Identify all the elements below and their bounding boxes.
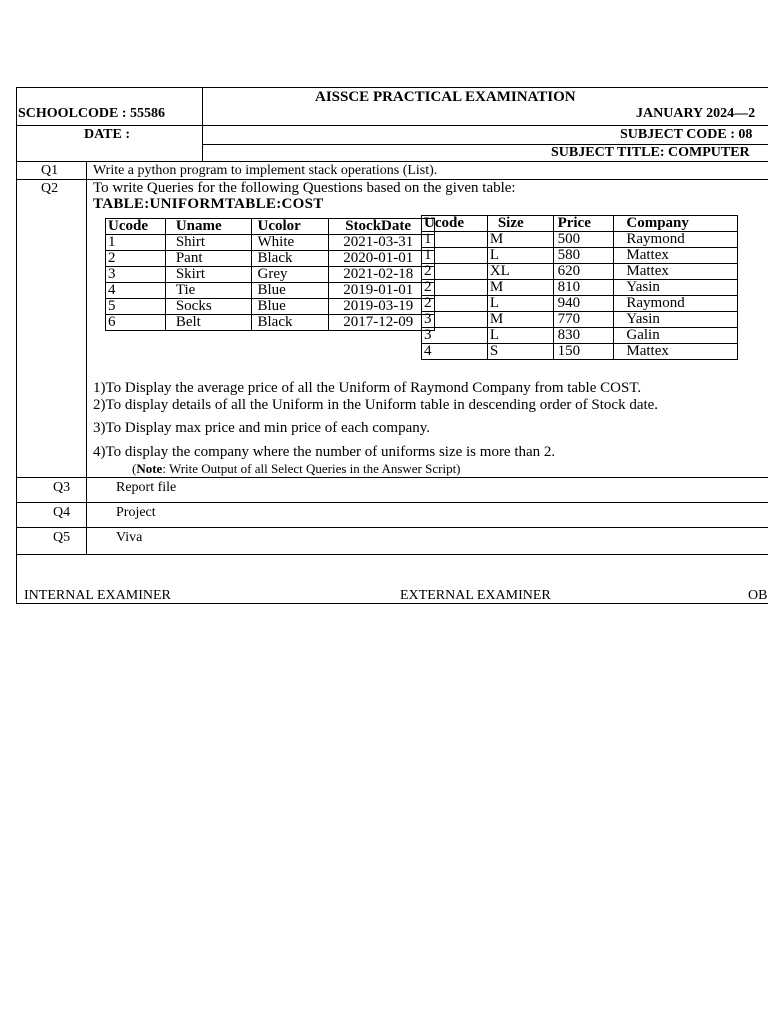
cost-table <box>421 215 738 360</box>
question-number-q2: Q2 <box>41 181 59 196</box>
table-row <box>422 248 738 264</box>
table-cell: 810 <box>553 280 614 296</box>
subject-code: SUBJECT CODE : 08 <box>620 127 753 142</box>
column-header: Price <box>553 216 614 232</box>
question-text-q2: To write Queries for the following Questions based on the given table: <box>93 180 516 196</box>
table-cell: 2017-12-09 <box>329 315 435 331</box>
table-cell: 5 <box>106 299 166 315</box>
rule-question-number-divider <box>86 161 87 555</box>
table-cell: L <box>487 248 553 264</box>
column-header: Ucode <box>106 219 166 235</box>
table-cell: 830 <box>553 328 614 344</box>
table-row <box>106 235 435 251</box>
table-cell: 2021-03-31 <box>329 235 435 251</box>
table-header-row <box>106 219 435 235</box>
table-row <box>106 267 435 283</box>
table-cell: Socks <box>165 299 251 315</box>
question-text-q1: Write a python program to implement stack operations (List). <box>93 163 438 178</box>
table-row <box>422 312 738 328</box>
rule-header-divider <box>202 88 203 162</box>
query-1: 1)To Display the average price of all the Uniform of Raymond Company from table COST. <box>93 380 642 396</box>
table-cell: Mattex <box>614 344 738 360</box>
table-cell: S <box>487 344 553 360</box>
query-2: 2)To display details of all the Uniform in the Uniform table in descending order of Stock date. <box>93 397 659 413</box>
rule-school-bottom <box>17 125 202 126</box>
table-cell: M <box>487 232 553 248</box>
table-cell: 2 <box>422 264 488 280</box>
table-row <box>422 344 738 360</box>
table-cell: Blue <box>251 283 329 299</box>
table-cell: 770 <box>553 312 614 328</box>
column-header: Ucolor <box>251 219 329 235</box>
table-cell: L <box>487 296 553 312</box>
rule-header-bottom <box>17 161 768 162</box>
table-cell: 580 <box>553 248 614 264</box>
table-cell: Tie <box>165 283 251 299</box>
table-cell: Yasin <box>614 312 738 328</box>
uniform-table <box>105 218 435 331</box>
question-number-q5: Q5 <box>53 530 71 545</box>
question-text-q3: Report file <box>116 480 177 495</box>
question-text-q4: Project <box>116 505 156 520</box>
table-cell: Yasin <box>614 280 738 296</box>
question-text-q5: Viva <box>116 530 143 545</box>
question-number-q3: Q3 <box>53 480 71 495</box>
date-label: DATE : <box>84 127 131 142</box>
internal-examiner-label: INTERNAL EXAMINER <box>24 588 171 603</box>
table-cell: 3 <box>422 328 488 344</box>
tables-caption: TABLE:UNIFORMTABLE:COST <box>93 196 324 212</box>
rule-q3-bottom <box>17 502 768 503</box>
table-cell: White <box>251 235 329 251</box>
question-number-q1: Q1 <box>41 163 59 178</box>
query-3: 3)To Display max price and min price of each company. <box>93 420 431 436</box>
table-row <box>422 280 738 296</box>
table-cell: Belt <box>165 315 251 331</box>
school-code: SCHOOLCODE : 55586 <box>18 106 166 121</box>
table-cell: 2 <box>106 251 166 267</box>
table-row <box>422 232 738 248</box>
table-cell: Shirt <box>165 235 251 251</box>
observer-label: OB <box>748 588 768 603</box>
table-cell: 4 <box>106 283 166 299</box>
rule-q5-bottom <box>17 554 768 555</box>
table-row <box>106 315 435 331</box>
table-cell: Raymond <box>614 232 738 248</box>
table-row <box>422 296 738 312</box>
table-cell: 150 <box>553 344 614 360</box>
note-label: Note <box>136 461 163 476</box>
table-cell: Mattex <box>614 264 738 280</box>
column-header: StockDate <box>329 219 435 235</box>
table-header-row <box>422 216 738 232</box>
table-row <box>422 328 738 344</box>
table-cell: Mattex <box>614 248 738 264</box>
question-number-q4: Q4 <box>53 505 71 520</box>
table-cell: 620 <box>553 264 614 280</box>
table-row <box>106 299 435 315</box>
rule-q4-bottom <box>17 527 768 528</box>
table-row <box>106 283 435 299</box>
table-cell: 1 <box>422 232 488 248</box>
table-row <box>106 251 435 267</box>
column-header: Company <box>614 216 738 232</box>
subject-title: SUBJECT TITLE: COMPUTER <box>551 145 750 160</box>
table-cell: 4 <box>422 344 488 360</box>
note-text: : Write Output of all Select Queries in the Answer Script) <box>162 461 461 476</box>
table-cell: 2021-02-18 <box>329 267 435 283</box>
exam-title: AISSCE PRACTICAL EXAMINATION <box>315 89 576 105</box>
table-cell: M <box>487 280 553 296</box>
table-cell: 3 <box>422 312 488 328</box>
rule-q2-bottom <box>17 477 768 478</box>
table-cell: Skirt <box>165 267 251 283</box>
table-cell: XL <box>487 264 553 280</box>
query-4: 4)To display the company where the number of uniforms size is more than 2. <box>93 444 556 460</box>
table-cell: 2019-03-19 <box>329 299 435 315</box>
external-examiner-label: EXTERNAL EXAMINER <box>400 588 551 603</box>
table-cell: 3 <box>106 267 166 283</box>
table-cell: 6 <box>106 315 166 331</box>
table-cell: 940 <box>553 296 614 312</box>
table-cell: 1 <box>106 235 166 251</box>
column-header: Size <box>487 216 553 232</box>
table-cell: L <box>487 328 553 344</box>
table-cell: 2020-01-01 <box>329 251 435 267</box>
table-cell: Black <box>251 251 329 267</box>
table-cell: 2 <box>422 296 488 312</box>
table-cell: Grey <box>251 267 329 283</box>
table-cell: Raymond <box>614 296 738 312</box>
exam-sheet <box>16 87 768 604</box>
table-cell: 500 <box>553 232 614 248</box>
table-cell: Blue <box>251 299 329 315</box>
table-cell: Black <box>251 315 329 331</box>
table-cell: 1 <box>422 248 488 264</box>
exam-date: JANUARY 2024—2 <box>636 106 756 121</box>
table-cell: M <box>487 312 553 328</box>
table-cell: Galin <box>614 328 738 344</box>
table-cell: 2 <box>422 280 488 296</box>
column-header: Uname <box>165 219 251 235</box>
note: (Note: Write Output of all Select Queries in the Answer Script) <box>132 461 461 476</box>
column-header: Ucode <box>422 216 488 232</box>
table-row <box>422 264 738 280</box>
table-cell: Pant <box>165 251 251 267</box>
rule-date-top <box>202 125 768 126</box>
table-cell: 2019-01-01 <box>329 283 435 299</box>
